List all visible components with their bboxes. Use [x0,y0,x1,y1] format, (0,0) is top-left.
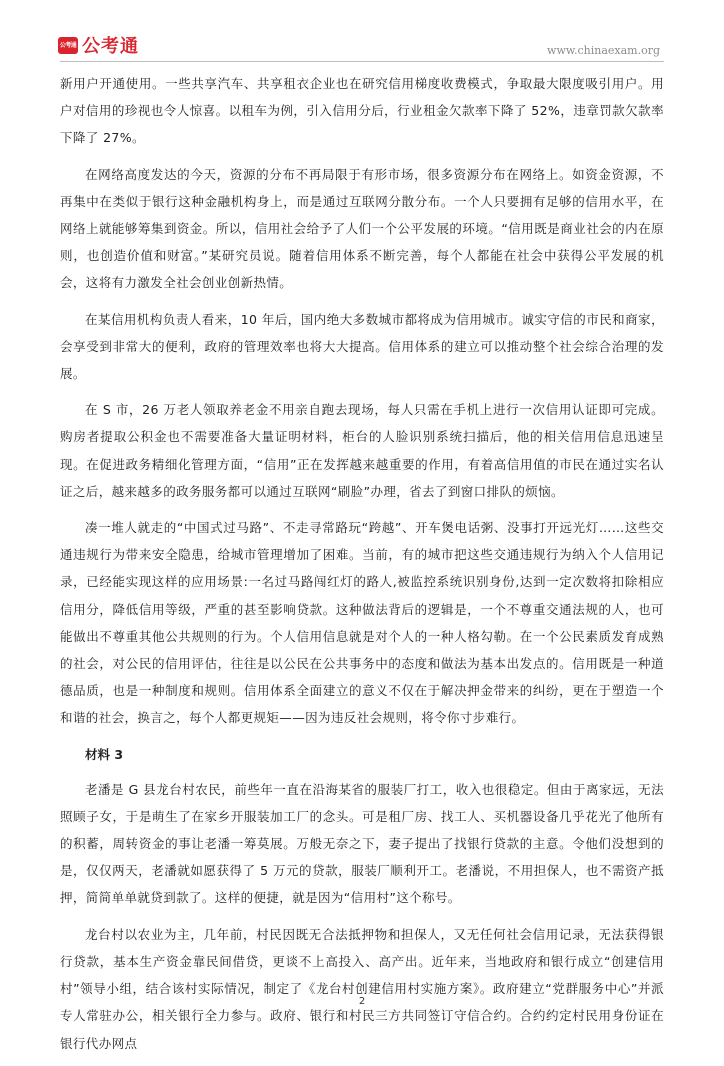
page-number: 2 [358,996,366,1007]
paragraph: 在 S 市，26 万老人领取养老金不用亲自跑去现场，每人只需在手机上进行一次信用认证即可完成。购房者提取公积金也不需要准备大量证明材料，柜台的人脸识别系统扫描后，他的相关信用信息迅速呈现。在促进政务精细化管理方面，“信用”正在发挥越来越重要的作用，有着高信用值的市民在通过实名认证之后，越来越多的政务服务都可以通过互联网“刷脸”办理，省去了到窗口排队的烦恼。 [60,402,664,499]
section-heading: 材料 3 [85,746,124,762]
document-body [60,70,664,1066]
paragraph: 在某信用机构负责人看来，10 年后，国内绝大多数城市都将成为信用城市。诚实守信的市民和商家，会享受到非常大的便利，政府的管理效率也将大大提高。信用体系的建立可以推动整个社会综合治理的发展。 [60,311,664,382]
paragraph: 龙台村以农业为主，几年前，村民因既无合法抵押物和担保人，又无任何社会信用记录，无法获得银行贷款，基本生产资金靠民间借贷，更谈不上高投入、高产出。近年来，当地政府和银行成立“创建信用村”领导小组，结合该村实际情况，制定了《龙台村创建信用村实施方案》。政府建立“党群服务中心”并派专人常驻办公，相关银行全力参与。政府、银行和村民三方共同签订守信合约。合约约定村民用身份证在银行代办网点 [60,926,664,1051]
paragraph: 老潘是 G 县龙台村农民，前些年一直在沿海某省的服装厂打工，收入也很稳定。但由于离家远，无法照顾子女，于是萌生了在家乡开服装加工厂的念头。可是租厂房、找工人、买机器设备几乎花光了他所有的积蓄，周转资金的事让老潘一筹莫展。万般无奈之下，妻子提出了找银行贷款的主意。令他们没想到的是，仅仅两天，老潘就如愿获得了 5 万元的贷款，服装厂顺利开工。老潘说，不用担保人，也不需资产抵押，简简单单就贷到款了。这样的便捷，就是因为“信用村”这个称号。 [60,781,664,906]
paragraph: 凑一堆人就走的“中国式过马路”、不走寻常路玩“跨越”、开车煲电话粥、没事打开远光灯……这些交通违规行为带来安全隐患，给城市管理增加了困难。当前，有的城市把这些交通违规行为纳入个人信用记录，已经能实现这样的应用场景:一名过马路闯红灯的路人,被监控系统识别身份,达到一定次数将扣除相应信用分，降低信用等级，严重的甚至影响贷款。这种做法背后的逻辑是，一个不尊重交通法规的人，也可能做出不尊重其他公共规则的行为。个人信用信息就是对个人的一种人格勾勒。在一个公民素质发育成熟的社会，对公民的信用评估，往往是以公民在公共事务中的态度和做法为基本出发点的。信用既是一种道德品质，也是一种制度和规则。信用体系全面建立的意义不仅在于解决押金带来的纠纷，更在于塑造一个和谐的社会，换言之，每个人都更规矩——因为违反社会规则，将令你寸步难行。 [60,520,664,726]
logo-text: 公考通 [82,36,139,57]
paragraph: 在网络高度发达的今天，资源的分布不再局限于有形市场，很多资源分布在网络上。如资金资源，不再集中在类似于银行这种金融机构身上，而是通过互联网分散分布。一个人只要拥有足够的信用水平，在网络上就能够筹集到资金。所以，信用社会给予了人们一个公平发展的环境。“信用既是商业社会的内在原则，也创造价值和财富。”某研究员说。随着信用体系不断完善，每个人都能在社会中获得公平发展的机会，这将有力激发全社会创业创新热情。 [60,166,664,291]
page-header [0,0,724,64]
logo-badge-icon: 公考通 [58,37,78,54]
logo [58,34,139,56]
paragraph: 新用户开通使用。一些共享汽车、共享租衣企业也在研究信用梯度收费模式，争取最大限度吸引用户。用户对信用的珍视也令人惊喜。以租车为例，引入信用分后，行业租金欠款率下降了 52%，违章罚款欠款率下降了 27%。 [60,76,664,146]
site-url: www.chinaexam.org [547,44,660,57]
header-divider [60,61,664,62]
